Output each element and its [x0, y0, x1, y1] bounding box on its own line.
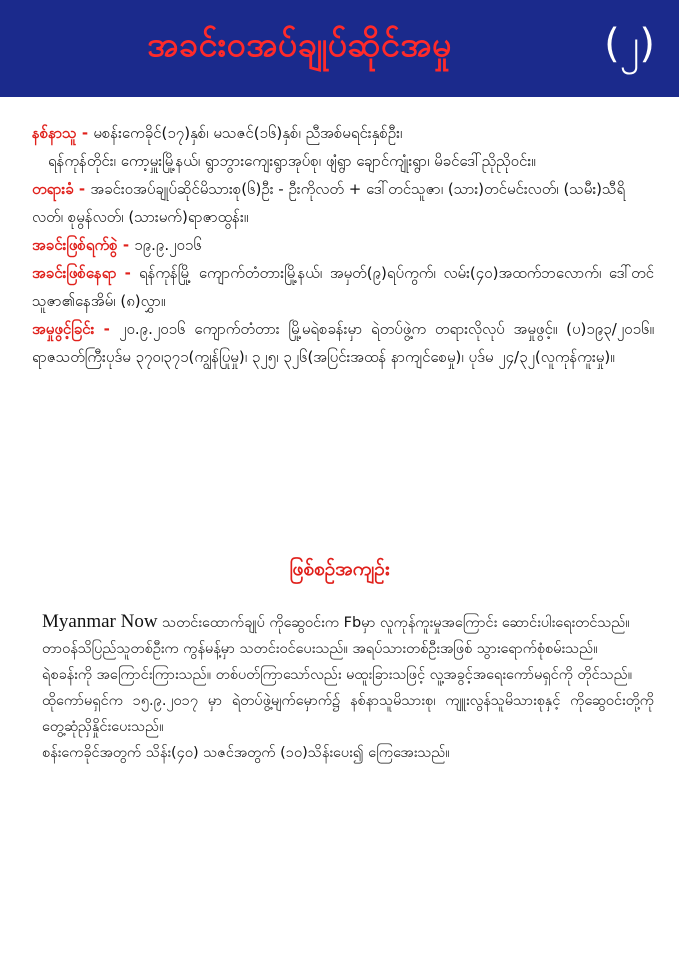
summary-heading: ဖြစ်စဉ်အကျဉ်း [289, 558, 390, 580]
summary-text: ထိုကော်မရှင်က ၁၅.၉.၂၀၁၇ မှာ ရဲတပ်ဖွဲ့မျက်မှောက်၌ နစ်နာသူမိသားစု၊ ကျူးလွန်သူမိသားစုနှင့် ကိုဆွေဝင်းတို့ကို တွေ့ဆုံညှိနှိုင်းပေးသည်။ [42, 693, 654, 735]
detail-incident-location [32, 259, 654, 315]
detail-text: ၂၀.၉.၂၀၁၆ ကျောက်တံတား မြို့မရဲစခန်းမှာ ရဲတပ်ဖွဲ့က တရားလိုလုပ် အမှုဖွင့်။ (ပ)၁၉၃/၂၀၁၆။ ရာဇသတ်ကြီးပုဒ်မ ၃၇၀၊၃၇၁(ကျွန်ပြုမှု)၊ ၃၂၅၊ ၃၂၆(အပြင်းအထန် နာကျင်စေမှု)၊ ပုဒ်မ ၂၄/၃၂(လူကုန်ကူးမှု)။ [32, 320, 654, 366]
document-body [0, 97, 679, 960]
detail-label: အခင်းဖြစ်ရက်စွဲ - [32, 236, 135, 254]
detail-accused [32, 175, 654, 231]
detail-victims-address [32, 147, 654, 175]
detail-case-filing [32, 315, 654, 371]
summary-text: သတင်းထောက်ချုပ် ကိုဆွေဝင်းက Fbမှာ လူကုန်ကူးမှုအကြောင်း ဆောင်းပါးရေးတင်သည်။ [162, 615, 630, 631]
detail-victims [32, 119, 654, 147]
case-details [32, 119, 654, 371]
detail-text: အခင်း၀အပ်ချုပ်ဆိုင်မိသားစု(၆)ဦး - ဦးကိုလတ် + ဒေါ်တင်သူဇာ၊ (သား)တင်မင်းလတ်၊ (သမီး)သီရိလတ်၊ စုမွန်လတ်၊ (သားမက်)ရာဇာထွန်း။ [32, 180, 626, 226]
summary-lead: Myanmar Now [42, 611, 158, 632]
page-number: (၂) [604, 21, 655, 67]
detail-label: အမှုဖွင့်ခြင်း - [32, 320, 120, 338]
detail-text: မစန်းကေခိုင်(၁၇)နှစ်၊ မသဇင်(၁၆)နှစ်၊ ညီအစ်မရင်းနှစ်ဦး၊ [93, 124, 403, 142]
detail-text: ရန်ကုန်မြို့ ကျောက်တံတားမြို့နယ်၊ အမှတ်(၉)ရပ်ကွက်၊ လမ်း(၄၀)အထက်ဘလောက်၊ ဒေါ်တင်သူဇာ၏နေအိမ်၊ (၈)လွှာ။ [32, 264, 654, 310]
detail-text: ရန်ကုန်တိုင်း၊ ကော့မှူးမြို့နယ်၊ ရွာဘွားကျေးရွာအုပ်စု၊ ဖျံရွာ ချောင်ကျုံးရွာ၊ မိခင်ဒေါ်ညိုညိုဝင်း။ [48, 152, 536, 170]
detail-label: နစ်နာသူ - [32, 124, 94, 142]
summary-paragraph [26, 609, 654, 636]
summary-text: တာဝန်သိပြည်သူတစ်ဦးက ကွန်မန့်မှာ သတင်းဝင်ပေးသည်။ အရပ်သားတစ်ဦးအဖြစ် သွားရောက်စုံစမ်းသည်။ [42, 641, 598, 657]
detail-label: အခင်းဖြစ်နေရာ - [32, 264, 139, 282]
detail-incident-date [32, 231, 654, 259]
summary-text: စန်းကေခိုင်အတွက် သိန်း(၄၀) သဇင်အတွက် (၁၀)သိန်းပေး၍ ကြေအေးသည်။ [42, 745, 450, 761]
header-banner [0, 0, 679, 97]
summary-text: ရဲစခန်းကို အကြောင်းကြားသည်။ တစ်ပတ်ကြာသော်လည်း မထူးခြားသဖြင့် လူ့အခွင့်အရေးကော်မရှင်ကို တိုင်သည်။ [42, 667, 633, 683]
summary-paragraph [26, 662, 654, 688]
summary-paragraph [26, 740, 654, 766]
detail-text: ၁၉.၉.၂၀၁၆ [134, 236, 202, 254]
summary-paragraph [26, 688, 654, 740]
page-title: အခင်း၀အပ်ချုပ်ဆိုင်အမှု [147, 25, 452, 65]
detail-label: တရားခံ - [32, 180, 91, 198]
summary-section [26, 609, 654, 766]
summary-paragraph [26, 636, 654, 662]
